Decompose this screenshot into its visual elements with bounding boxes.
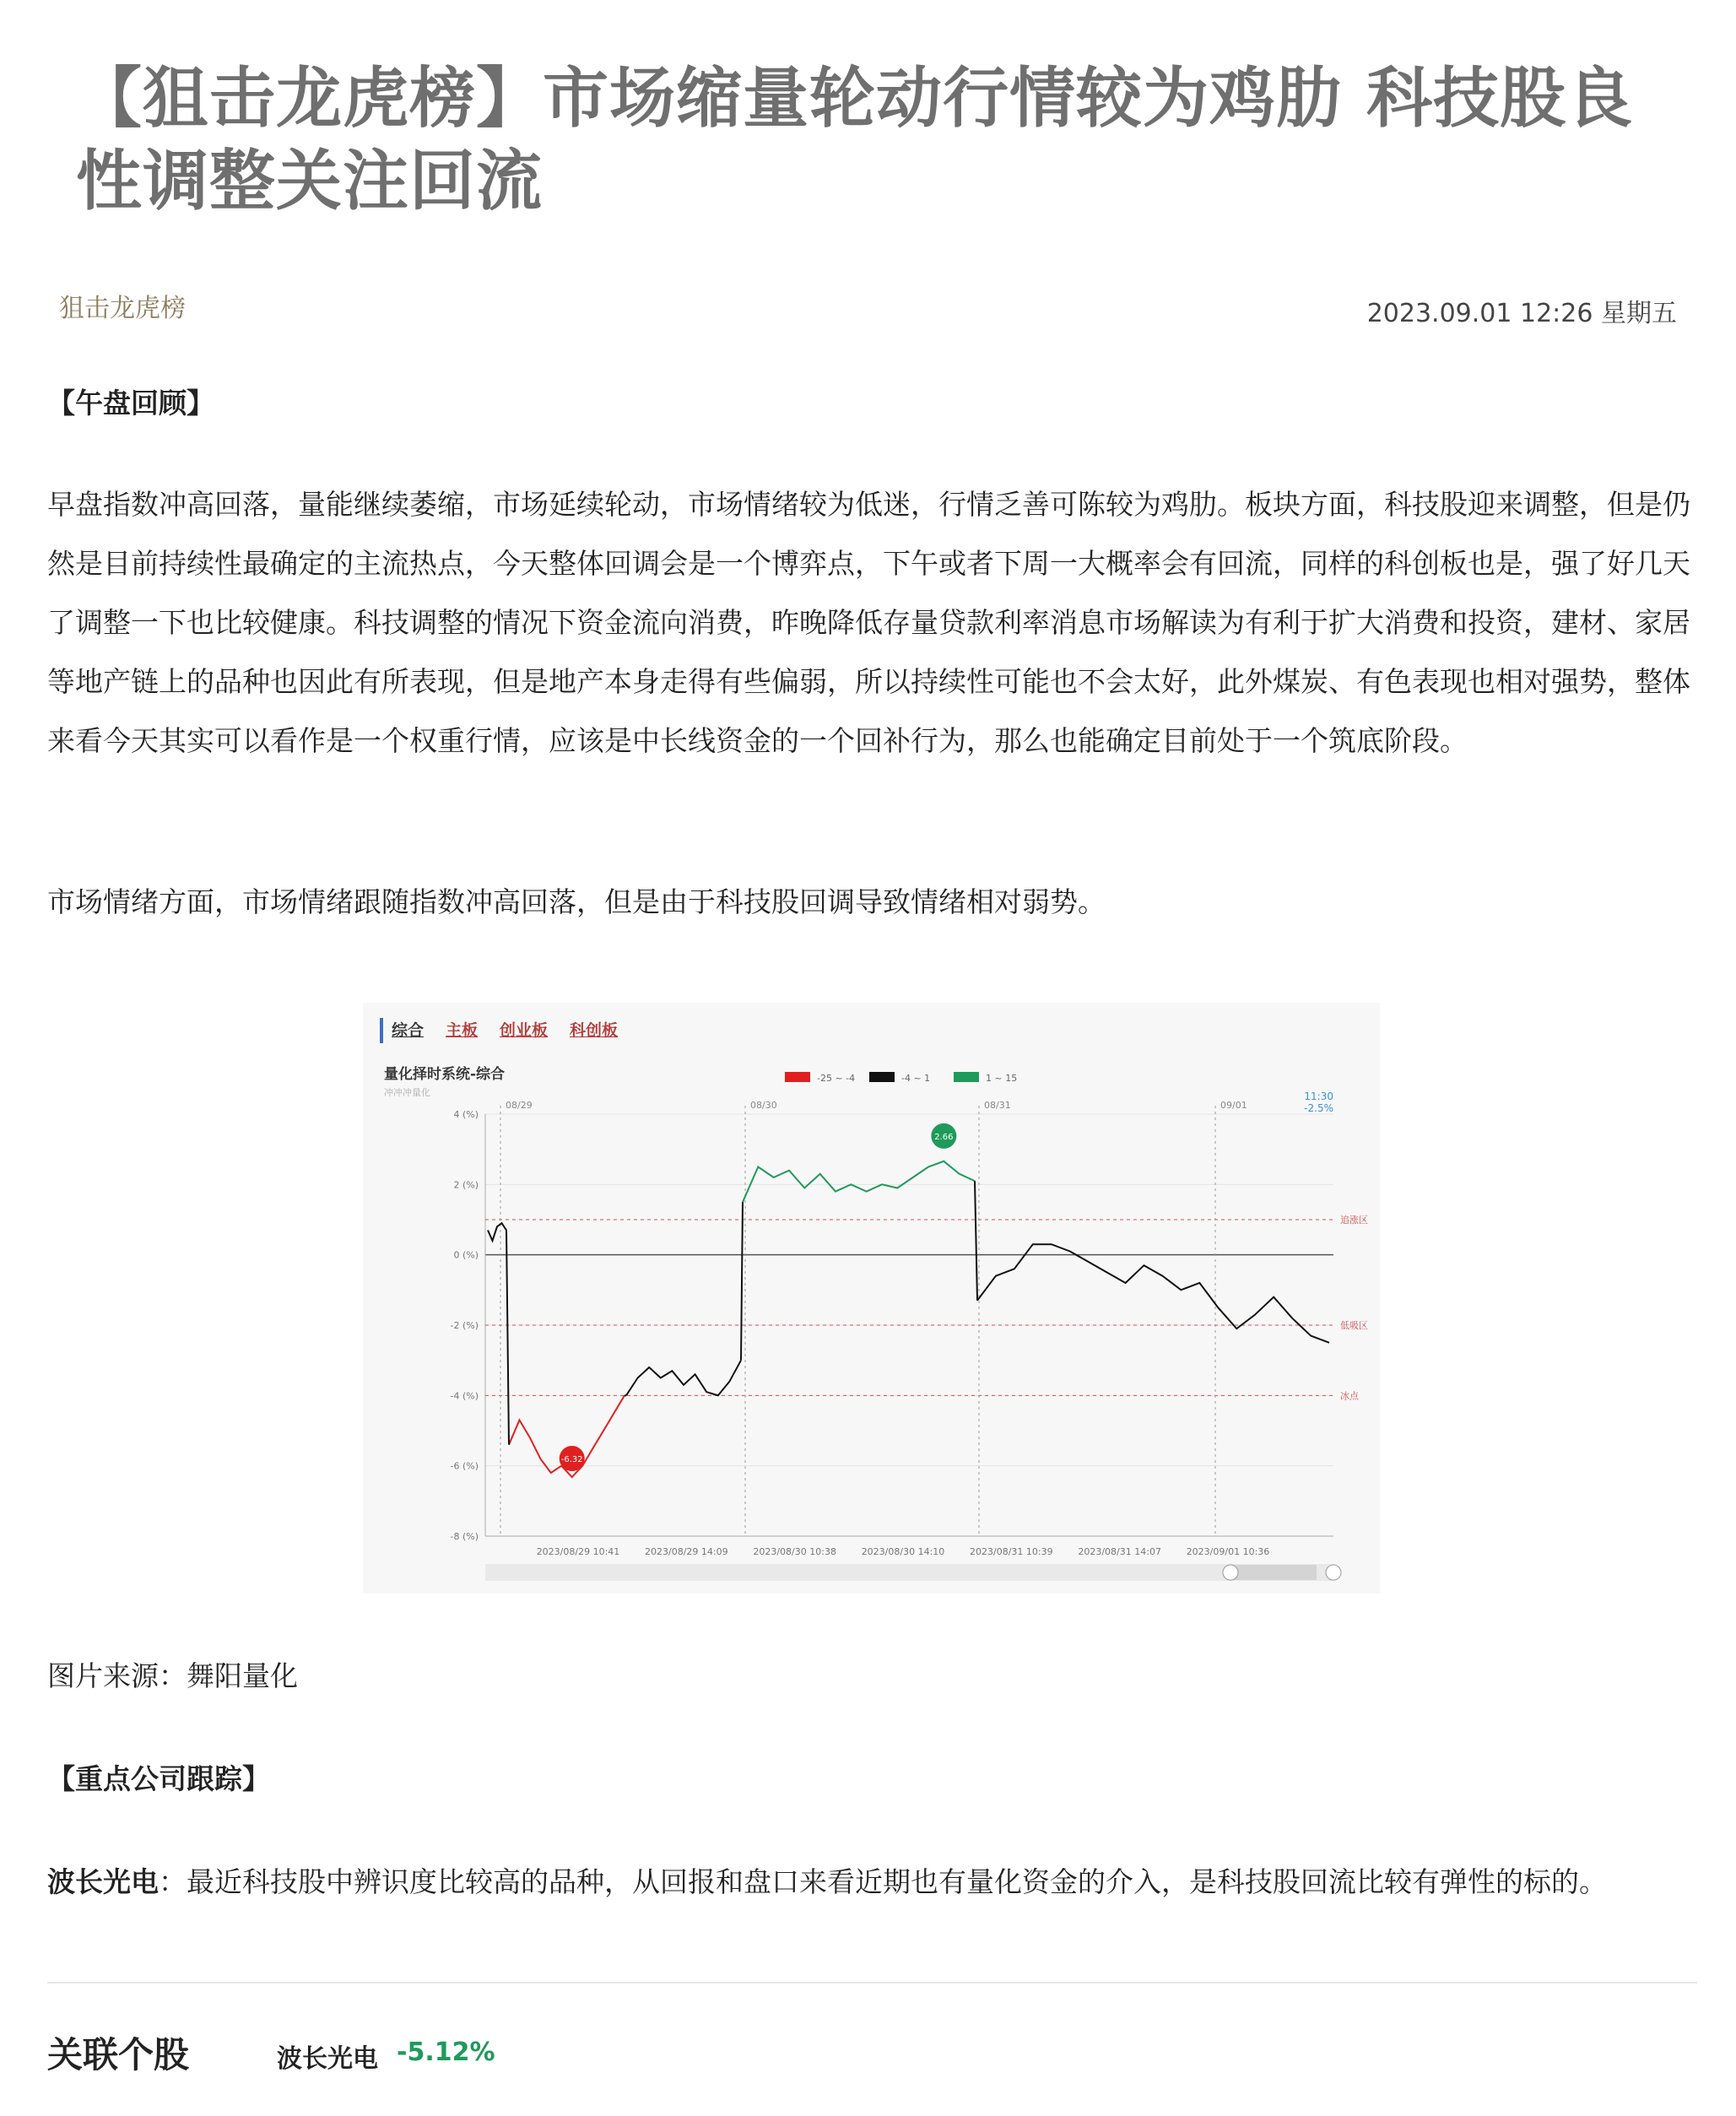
chart-image bbox=[363, 1003, 1380, 1594]
review-paragraph-1: 早盘指数冲高回落，量能继续萎缩，市场延续轮动，市场情绪较为低迷，行情乏善可陈较为鸡肋。板块方面，科技股迎来调整，但是仍然是目前持续性最确定的主流热点，今天整体回调会是一个博弈点，下午或者下周一大概率会有回流，同样的科创板也是，强了好几天了调整一下也比较健康。科技调整的情况下资金流向消费，昨晚降低存量贷款利率消息市场解读为有利于扩大消费和投资，建材、家居等地产链上的品种也因此有所表现，但是地产本身走得有些偏弱，所以持续性可能也不会太好，此外煤炭、有色表现也相对强势，整体来看今天其实可以看作是一个权重行情，应该是中长线资金的一个回补行为，那么也能确定目前处于一个筑底阶段。 bbox=[47, 488, 1690, 757]
article-title: 【狙击龙虎榜】市场缩量轮动行情较为鸡肋 科技股良性调整关注回流 bbox=[76, 61, 1634, 219]
x-tick-label: 2023/08/30 10:38 bbox=[753, 1546, 836, 1557]
zone-lower-label: 低吸区 bbox=[1340, 1320, 1368, 1331]
company-name[interactable]: 波长光电 bbox=[47, 1865, 159, 1898]
day-label: 08/30 bbox=[750, 1100, 777, 1111]
day-label: 08/29 bbox=[506, 1100, 533, 1111]
track-heading: 【重点公司跟踪】 bbox=[47, 1762, 270, 1795]
y-tick-label: -8 (%) bbox=[450, 1531, 479, 1542]
series-line bbox=[743, 1161, 975, 1202]
scroll-track bbox=[485, 1564, 1333, 1581]
scroll-thumb bbox=[1228, 1565, 1317, 1580]
day-label: 09/01 bbox=[1220, 1100, 1247, 1111]
y-tick-label: 2 (%) bbox=[453, 1179, 479, 1191]
x-tick-label: 2023/08/31 10:39 bbox=[970, 1546, 1053, 1557]
x-tick-label: 2023/09/01 10:36 bbox=[1186, 1546, 1270, 1557]
zone-upper-label: 追涨区 bbox=[1340, 1215, 1368, 1226]
scroll-handle-left bbox=[1223, 1565, 1238, 1580]
current-time-label: 11:30 bbox=[1304, 1090, 1333, 1102]
series-connector bbox=[975, 1181, 977, 1301]
series-connector bbox=[741, 1202, 743, 1361]
legend-swatch bbox=[954, 1072, 979, 1082]
company-comment: ：最近科技股中辨识度比较高的品种，从回报和盘口来看近期也有量化资金的介入，是科技股回流比较有弹性的标的。 bbox=[159, 1865, 1607, 1898]
series-line bbox=[626, 1361, 741, 1396]
day-label: 08/31 bbox=[984, 1100, 1011, 1111]
divider bbox=[47, 1982, 1697, 1983]
current-value-label: -2.5% bbox=[1304, 1102, 1333, 1114]
legend-swatch bbox=[785, 1072, 810, 1082]
review-heading: 【午盘回顾】 bbox=[47, 387, 214, 419]
y-tick-label: -6 (%) bbox=[450, 1460, 479, 1472]
series-line bbox=[977, 1244, 1329, 1343]
legend-label: 1 ~ 15 bbox=[986, 1073, 1018, 1084]
image-source: 图片来源：舞阳量化 bbox=[47, 1659, 298, 1692]
chart-tab-star-market[interactable]: 科创板 bbox=[570, 1021, 619, 1040]
company-tracking-paragraph bbox=[47, 1860, 1701, 1900]
chart-title: 量化择时系统-综合 bbox=[384, 1066, 506, 1083]
y-tick-label: 4 (%) bbox=[453, 1109, 479, 1120]
chart-tab-comprehensive[interactable]: 综合 bbox=[392, 1021, 425, 1040]
chart-tab-chinext[interactable]: 创业板 bbox=[500, 1021, 549, 1040]
x-tick-label: 2023/08/31 14:07 bbox=[1078, 1546, 1161, 1557]
related-stock-name[interactable]: 波长光电 bbox=[277, 2044, 378, 2074]
legend-label: -4 ~ 1 bbox=[901, 1073, 931, 1084]
x-tick-label: 2023/08/29 14:09 bbox=[645, 1546, 728, 1557]
y-tick-label: -4 (%) bbox=[450, 1390, 479, 1402]
legend-label: -25 ~ -4 bbox=[817, 1073, 856, 1084]
chart-tab-main-board[interactable]: 主板 bbox=[446, 1021, 479, 1040]
scroll-handle-right bbox=[1326, 1565, 1341, 1580]
related-stock-change: -5.12% bbox=[397, 2038, 495, 2067]
series-connector bbox=[506, 1231, 509, 1445]
author-link[interactable]: 狙击龙虎榜 bbox=[59, 294, 186, 323]
x-tick-label: 2023/08/30 14:10 bbox=[861, 1546, 945, 1557]
low-marker-label: -6.32 bbox=[560, 1455, 583, 1464]
x-tick-label: 2023/08/29 10:41 bbox=[536, 1546, 620, 1557]
chart-subtitle: 冲冲冲量化 bbox=[384, 1087, 430, 1098]
y-tick-label: -2 (%) bbox=[450, 1320, 479, 1331]
series-line bbox=[488, 1223, 506, 1241]
sentiment-line-chart bbox=[363, 1003, 1380, 1594]
legend-swatch bbox=[869, 1072, 895, 1082]
publish-date: 2023.09.01 12:26 星期五 bbox=[1366, 299, 1677, 328]
zone-bottom-label: 冰点 bbox=[1340, 1390, 1359, 1402]
related-stocks-label: 关联个股 bbox=[47, 2034, 190, 2075]
y-tick-label: 0 (%) bbox=[453, 1249, 479, 1261]
review-paragraph-2: 市场情绪方面，市场情绪跟随指数冲高回落，但是由于科技股回调导致情绪相对弱势。 bbox=[47, 885, 1106, 918]
high-marker-label: 2.66 bbox=[934, 1132, 954, 1142]
